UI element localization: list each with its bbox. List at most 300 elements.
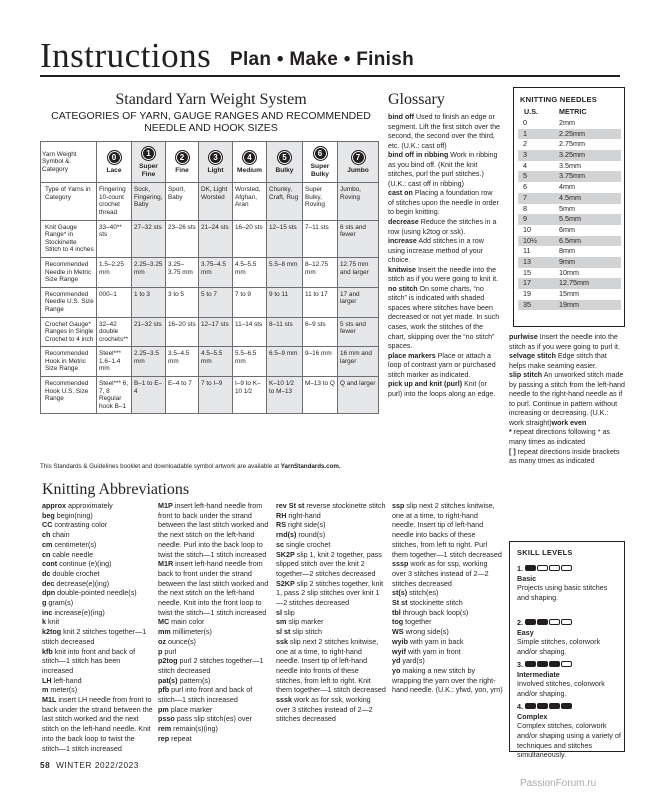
- skill-bar-segment: [561, 565, 572, 571]
- yarn-weight-name: Light: [207, 166, 224, 174]
- yarn-table-cell: 7 to I–9: [199, 377, 233, 414]
- skill-level-bars-icon: [525, 618, 573, 628]
- abbreviation-term: pat(s): [158, 675, 178, 685]
- abbreviation-entry: [276, 695, 386, 724]
- abbreviation-definition: double-pointed needle(s): [55, 588, 137, 598]
- needle-row: [518, 161, 621, 172]
- glossary-definition: An unworked stitch made by passing a stitch from the left-hand needle to the right-hand needle as if to purl. Continue in pattern without increasing or decreasing. (U.K.: work straight): [509, 371, 625, 427]
- yarn-table-cell: 5 to 7: [199, 287, 233, 317]
- yarn-weight-6-icon: 6: [313, 146, 328, 161]
- yarn-table-cell: 16–20 sts: [166, 317, 199, 347]
- yarn-weight-cell: [199, 142, 233, 183]
- abbreviation-entry: [158, 501, 270, 559]
- yarn-row-label: Crochet Gauge* Ranges in Single Crochet to 4 inch: [41, 317, 97, 347]
- glossary-entry: [388, 266, 500, 285]
- yarn-weight-name: Bulky: [275, 166, 294, 174]
- needle-us-size: 17: [523, 278, 531, 288]
- glossary-entry: [388, 352, 500, 381]
- glossary-term: no stitch: [388, 284, 418, 293]
- skill-level-number: 2.: [517, 618, 523, 627]
- yarn-table-cell: 12–17 sts: [199, 317, 233, 347]
- yarn-section-title: Standard Yarn Weight System: [115, 91, 307, 108]
- yarn-table-cell: 6 sts and fewer: [338, 220, 379, 257]
- skill-bar-segment: [549, 565, 560, 571]
- skill-bar-segment: [537, 661, 548, 667]
- skill-level-bars-icon: [525, 564, 573, 574]
- abbreviation-definition: round(s): [296, 530, 326, 540]
- skill-level-name: Easy: [517, 627, 534, 637]
- glossary-definition: Work in ribbing as you bind off. (Knit the knit stitches, purl the purl stitches.) (U.K.: cast off in ribbing): [388, 151, 498, 188]
- skill-level-header: [517, 618, 621, 628]
- yarn-weight-4-icon: 4: [242, 150, 257, 165]
- yarn-table-cell: 4.5–5.5 mm: [199, 347, 233, 377]
- yarn-table-cell: 12–15 sts: [267, 220, 303, 257]
- needle-row: [518, 236, 621, 247]
- abbreviation-entry: [158, 559, 270, 617]
- abbreviation-term: tog: [392, 617, 404, 627]
- abbreviation-term: approx: [42, 501, 66, 510]
- skill-level-number: 3.: [517, 660, 523, 669]
- needle-metric-size: 12.75mm: [559, 278, 589, 288]
- yarn-table-cell: Worsted, Afghan, Aran: [233, 183, 267, 220]
- abbreviation-entry: [42, 540, 153, 550]
- abbreviation-definition: single crochet: [284, 539, 331, 549]
- glossary-column-1: [388, 113, 500, 399]
- glossary-term: *: [509, 428, 512, 437]
- abbreviation-definition: pass slip stitch(es) over: [174, 714, 252, 724]
- yarn-table-cell: Jumbo, Roving: [338, 183, 379, 220]
- abbreviation-term: St st: [392, 598, 408, 608]
- glossary-definition: Edge stitch that helps make seaming easier.: [509, 352, 607, 370]
- abbreviation-term: yd: [392, 656, 401, 666]
- yarn-table-cell: Super Bulky, Roving: [303, 183, 338, 220]
- yarn-table-cell: 16 mm and larger: [338, 347, 379, 377]
- glossary-entry: [388, 218, 500, 237]
- abbreviations-column-1: [42, 501, 153, 753]
- abbreviation-definition: pattern(s): [177, 675, 211, 685]
- abbreviation-definition: centimeter(s): [52, 539, 97, 549]
- glossary-definition: repeat directions following * as many times as indicated: [509, 428, 610, 447]
- yarn-table-cell: 16–20 sts: [233, 220, 267, 257]
- abbreviation-term: mm: [158, 627, 171, 637]
- abbreviation-term: sl st: [276, 627, 291, 637]
- needle-us-size: 10½: [523, 235, 537, 245]
- needle-row: [518, 204, 621, 215]
- yarn-table-cell: 3.75–4.5 mm: [199, 257, 233, 287]
- abbreviation-term: sc: [276, 539, 284, 549]
- abbreviation-term: sm: [276, 617, 287, 627]
- yarn-table-cell: 2.25–3.25 mm: [132, 257, 166, 287]
- abbreviation-term: ssp: [392, 501, 405, 510]
- glossary-definition: Used to finish an edge or segment. Lift the first stitch over the second, the second over the third, etc. (U.K.: cast off): [388, 113, 500, 150]
- abbreviation-definition: right-hand: [286, 510, 321, 520]
- yarn-table-cell: Steel*** 1.6–1.4 mm: [97, 347, 132, 377]
- skill-level-number: 4.: [517, 702, 523, 711]
- abbreviation-entry: [392, 608, 503, 618]
- skill-level-description: Involved stitches, colorwork and/or shaping.: [517, 679, 605, 699]
- skill-bar-segment: [561, 703, 572, 709]
- abbreviation-definition: meter(s): [48, 685, 78, 695]
- yarn-table-cell: 12.75 mm and larger: [338, 257, 379, 287]
- yarn-weight-5-icon: 5: [277, 150, 292, 165]
- needle-row: [518, 139, 621, 150]
- yarn-weight-name: Medium: [237, 166, 262, 174]
- abbreviation-term: pfb: [158, 685, 170, 695]
- yarn-table-row: [41, 347, 379, 377]
- yarn-table-cell: E–4 to 7: [166, 377, 199, 414]
- page-title: Instructions: [40, 36, 212, 75]
- yarn-weight-cell: [267, 142, 303, 183]
- glossary-term: cast on: [388, 189, 413, 198]
- needle-us-size: 3: [523, 150, 527, 160]
- yarn-table-cell: 7 to 9: [233, 287, 267, 317]
- abbreviation-entry: [158, 676, 270, 686]
- needle-row: [518, 268, 621, 279]
- skill-level-bars-icon: [525, 660, 573, 670]
- yarn-table-cell: 11 to 17: [303, 287, 338, 317]
- needle-row: [518, 129, 621, 140]
- abbreviation-entry: [158, 637, 270, 647]
- skill-levels-box: [509, 541, 625, 760]
- glossary-entry: [388, 285, 500, 352]
- abbreviation-definition: yard(s): [400, 656, 425, 666]
- abbreviation-term: sssp: [392, 559, 409, 569]
- abbreviation-entry: [158, 656, 270, 675]
- abbreviation-entry: [276, 637, 386, 695]
- abbreviation-term: CC: [42, 520, 53, 530]
- abbreviation-definition: cable needle: [50, 549, 94, 559]
- glossary-definition: Place or attach a loop of contrast yarn or purchased stitch marker as indicated.: [388, 351, 496, 379]
- needle-metric-size: 2mm: [559, 118, 575, 127]
- needle-metric-size: 3.75mm: [559, 171, 585, 181]
- abbreviation-definition: left-hand: [51, 675, 82, 685]
- yarn-weight-name: Super Fine: [139, 163, 158, 178]
- glossary-definition: Add stitches in a row using increase method of your choice.: [388, 237, 484, 265]
- page-number: 58: [40, 761, 51, 770]
- skill-level-name: Basic: [517, 573, 537, 583]
- yarn-weight-name: Fine: [175, 166, 189, 174]
- abbreviation-entry: [42, 530, 153, 540]
- abbreviation-term: M1P: [158, 501, 173, 510]
- abbreviation-entry: [392, 617, 503, 627]
- yarn-weight-cell: [132, 142, 166, 183]
- abbreviation-entry: [42, 520, 153, 530]
- skill-level-number: 1.: [517, 564, 523, 573]
- yarn-weight-0-icon: 0: [107, 150, 122, 165]
- abbreviation-definition: slip: [282, 607, 295, 617]
- abbreviation-entry: [392, 666, 503, 695]
- yarn-table-row: [41, 287, 379, 317]
- needles-title: KNITTING NEEDLES: [520, 95, 598, 104]
- abbreviation-term: WS: [392, 627, 404, 637]
- yarn-table-cell: K–10 1⁄2 to M–13: [267, 377, 303, 414]
- abbreviation-term: S2KP: [276, 578, 295, 588]
- yarn-table-cell: 27–32 sts: [132, 220, 166, 257]
- yarn-row-label: Recommended Needle in Metric Size Range: [41, 257, 97, 287]
- abbreviation-definition: insert left-hand needle from front to back under the strand between the last stitch worked and the next stitch on the left-hand needle. Purl into the back loop to twist the stitch—1 stitch increased: [158, 501, 269, 559]
- skill-level: [517, 660, 621, 699]
- needle-us-size: 7: [523, 192, 527, 202]
- abbreviation-term: sl: [276, 607, 282, 617]
- glossary-term: purlwise: [509, 333, 538, 341]
- abbreviation-entry: [42, 550, 153, 560]
- abbreviation-entry: [276, 627, 386, 637]
- yarn-table-cell: 11–14 sts: [233, 317, 267, 347]
- skill-level-description: Complex stitches, colorwork and/or shaping using a variety of techniques and stitches simultaneously.: [517, 721, 621, 760]
- glossary-entry: [388, 189, 500, 218]
- needle-us-size: 8: [523, 203, 527, 213]
- abbreviation-term: rnd(s): [276, 530, 297, 540]
- abbreviation-term: cn: [42, 549, 51, 559]
- yarn-weight-cell: [233, 142, 267, 183]
- abbreviation-definition: with yarn in back: [407, 636, 464, 646]
- needle-metric-size: 2.25mm: [559, 128, 585, 138]
- yarn-table-cell: 33–40** sts: [97, 220, 132, 257]
- needle-us-size: 13: [523, 256, 531, 266]
- abbreviation-entry: [392, 559, 503, 588]
- abbreviation-definition: with yarn in front: [405, 646, 461, 656]
- abbreviation-entry: [276, 511, 386, 521]
- abbreviation-term: wyif: [392, 646, 406, 656]
- abbreviation-term: g: [42, 598, 47, 608]
- abbreviation-entry: [42, 579, 153, 589]
- yarn-table-row: [41, 317, 379, 347]
- skill-level-header: [517, 660, 621, 670]
- abbreviation-entry: [158, 685, 270, 704]
- abbreviation-entry: [158, 627, 270, 637]
- yarn-table-row: [41, 377, 379, 414]
- skill-level: [517, 618, 621, 657]
- yarn-weight-name: Jumbo: [347, 166, 369, 174]
- needle-row: [518, 193, 621, 204]
- abbreviation-term: ssk: [276, 636, 288, 646]
- yarn-weight-cell: [166, 142, 199, 183]
- abbreviation-term: dec: [42, 578, 55, 588]
- yarn-table-cell: Q and larger: [338, 377, 379, 414]
- needle-metric-size: 3.25mm: [559, 150, 585, 160]
- abbreviation-definition: wrong side(s): [403, 627, 449, 637]
- glossary-definition: Reduce the stitches in a row (using k2tog or ssk).: [388, 218, 497, 236]
- needle-metric-size: 15mm: [559, 289, 579, 298]
- abbreviation-definition: purl into front and back of stitch—1 stitch increased: [158, 685, 253, 705]
- needles-col-metric: METRIC: [559, 107, 587, 116]
- abbreviation-term: SK2P: [276, 549, 295, 559]
- yarn-table-cell: 6.5–9 mm: [267, 347, 303, 377]
- glossary-entry: [388, 237, 500, 266]
- needle-row: [518, 225, 621, 236]
- abbreviation-entry: [158, 705, 270, 715]
- abbreviation-entry: [42, 559, 153, 569]
- abbreviation-term: LH: [42, 675, 52, 685]
- abbreviation-definition: millimeter(s): [170, 627, 212, 637]
- needle-metric-size: 9mm: [559, 256, 575, 266]
- abbreviation-definition: purl: [162, 646, 177, 656]
- needles-col-us: U.S.: [524, 107, 538, 116]
- yarn-row-label: Recommended Hook in Metric Size Range: [41, 347, 97, 377]
- needle-us-size: 5: [523, 171, 527, 181]
- skill-level-name: Intermediate: [517, 669, 560, 679]
- needle-metric-size: 19mm: [559, 299, 579, 309]
- glossary-definition: repeat directions inside brackets as many times as indicated: [509, 447, 620, 466]
- header-rule: [40, 75, 620, 77]
- glossary-term: pick up and knit (purl): [388, 380, 463, 389]
- glossary-entry: [388, 113, 500, 151]
- abbreviation-definition: place marker: [168, 704, 213, 714]
- abbreviation-term: M1R: [158, 559, 174, 569]
- abbreviation-definition: slip next 2 stitches knitwise, one at a time, to right-hand needle. Insert tip of left-hand needle into fronts of these stitches, from left to right. Knit them together—1 stitch decreased: [276, 636, 386, 695]
- abbreviation-entry: [42, 511, 153, 521]
- abbreviation-term: k2tog: [42, 627, 62, 637]
- yarn-weight-7-icon: 7: [351, 150, 366, 165]
- skill-level-name: Complex: [517, 711, 548, 721]
- skill-bar-segment: [537, 565, 548, 571]
- abbreviation-definition: slip 2 stitches together, knit 1, pass 2 slip stitches over knit 1—2 stitches decreased: [276, 578, 384, 608]
- abbreviation-term: MC: [158, 617, 170, 627]
- abbreviation-term: wyib: [392, 636, 408, 646]
- abbreviation-term: M1L: [42, 695, 57, 705]
- glossary-column-2: [509, 333, 625, 467]
- yarn-header-label: Yarn Weight Symbol & Category: [41, 142, 97, 183]
- abbreviation-definition: knit into front and back of stitch—1 stitch has been increased: [42, 646, 136, 675]
- glossary-term: increase: [388, 237, 417, 246]
- abbreviation-term: rem: [158, 724, 172, 734]
- yarn-table-cell: 4.5–5.5 mm: [233, 257, 267, 287]
- glossary-definition: Placing a foundation row of stitches upon the needle in order to begin knitting.: [388, 189, 499, 217]
- abbreviation-entry: [276, 550, 386, 579]
- abbreviations-title: Knitting Abbreviations: [42, 481, 190, 498]
- glossary-definition: Insert the needle into the stitch as if you were going to knit it.: [388, 265, 499, 284]
- yarn-row-label: Knit Gauge Range* in Stockinette Stitch to 4 inches: [41, 220, 97, 257]
- yarn-table-cell: 2.25–3.5 mm: [132, 347, 166, 377]
- needle-us-size: 2: [523, 139, 527, 149]
- needle-metric-size: 4mm: [559, 182, 575, 192]
- yarn-table-cell: Steel*** 6, 7, 8 Regular hook B–1: [97, 377, 132, 414]
- yarn-weight-3-icon: 3: [208, 150, 223, 165]
- yarn-table-cell: 9–16 mm: [303, 347, 338, 377]
- yarn-table-row: [41, 257, 379, 287]
- issue-label: WINTER 2022/2023: [56, 761, 139, 770]
- needle-metric-size: 5.5mm: [559, 214, 581, 224]
- yarn-weight-cell: [303, 142, 338, 183]
- yarn-header-row: [41, 142, 379, 183]
- yarn-table-cell: 3 to 5: [166, 287, 199, 317]
- needle-us-size: 15: [523, 267, 531, 277]
- abbreviation-definition: gram(s): [46, 598, 74, 608]
- page-subtitle: Plan • Make • Finish: [230, 49, 415, 70]
- abbreviation-term: tbl: [392, 607, 401, 617]
- abbreviation-entry: [158, 647, 270, 657]
- footnote-site-link[interactable]: YarnStandards.com.: [280, 463, 341, 470]
- abbreviation-definition: decrease(e)(ing): [54, 578, 110, 588]
- skill-bar-segment: [537, 703, 548, 709]
- yarn-table-cell: 5.5–8 mm: [267, 257, 303, 287]
- yarn-weight-name: Lace: [106, 166, 122, 174]
- abbreviation-entry: [42, 695, 153, 753]
- skill-level-description: Projects using basic stitches and shaping.: [517, 583, 608, 603]
- glossary-term: selvage stitch: [509, 352, 556, 361]
- yarn-table-cell: 21–32 sts: [132, 317, 166, 347]
- abbreviation-term: st(s): [392, 588, 408, 598]
- abbreviations-column-4: [392, 501, 503, 695]
- needle-row: [518, 289, 621, 300]
- abbreviation-definition: together: [403, 617, 432, 627]
- glossary-definition: Knit (or purl) into the loops along an edge.: [388, 380, 496, 398]
- yarn-table-row: [41, 183, 379, 220]
- abbreviations-column-2: [158, 501, 270, 744]
- abbreviation-entry: [42, 647, 153, 676]
- abbreviation-term: yo: [392, 665, 401, 675]
- abbreviation-definition: repeat: [169, 733, 192, 743]
- glossary-entry: [509, 448, 625, 467]
- abbreviation-entry: [392, 501, 503, 559]
- skill-bar-segment: [549, 661, 560, 667]
- abbreviation-entry: [276, 540, 386, 550]
- yarn-table-cell: 5.5–6.5 mm: [233, 347, 267, 377]
- glossary-title: Glossary: [388, 91, 445, 108]
- abbreviation-term: dpn: [42, 588, 56, 598]
- needles-rows: [518, 118, 621, 310]
- yarn-table-cell: 21–24 sts: [199, 220, 233, 257]
- yarn-table-cell: 9 to 11: [267, 287, 303, 317]
- skill-bar-segment: [549, 619, 560, 625]
- yarn-weight-name: Super Bulky: [310, 163, 330, 178]
- needle-us-size: 1: [523, 128, 527, 138]
- abbreviation-definition: stockinette stitch: [407, 598, 463, 608]
- abbreviation-definition: work as for ssp, working over 3 stitches instead of 2—2 stitches decreased: [392, 559, 489, 588]
- abbreviation-term: kfb: [42, 646, 53, 656]
- skill-level-bars-icon: [525, 702, 573, 712]
- footnote-text: This Standards & Guidelines booklet and downloadable symbol artwork are available at: [40, 463, 281, 470]
- needle-us-size: 0: [523, 118, 527, 127]
- needle-metric-size: 5mm: [559, 203, 575, 213]
- yarn-table-cell: 1 to 3: [132, 287, 166, 317]
- abbreviation-term: sssk: [276, 695, 292, 705]
- abbreviation-term: dc: [42, 568, 51, 578]
- yarn-table-cell: 17 and larger: [338, 287, 379, 317]
- glossary-term: [ ]: [509, 447, 516, 456]
- abbreviation-definition: insert LH needle from front to back under the strand between the last stitch worked and the next stitch on the left-hand needle. Knit into the back loop to twist the stitch—1 stitch increased: [42, 695, 153, 753]
- yarn-table-cell: B–1 to E–4: [132, 377, 166, 414]
- abbreviation-entry: [392, 598, 503, 608]
- abbreviation-term: m: [42, 685, 49, 695]
- glossary-term: place markers: [388, 351, 436, 360]
- abbreviation-term: cm: [42, 539, 53, 549]
- abbreviation-definition: purl 2 stitches together—1 stitch decreased: [158, 656, 264, 675]
- glossary-entry: [509, 352, 625, 371]
- needle-row: [518, 171, 621, 182]
- abbreviation-entry: [42, 627, 153, 646]
- yarn-weight-2-icon: 2: [175, 150, 190, 165]
- yarn-weight-1-icon: 1: [141, 146, 156, 161]
- abbreviation-entry: [276, 617, 386, 627]
- glossary-entry: [388, 151, 500, 189]
- yarn-table-cell: 3.5–4.5 mm: [166, 347, 199, 377]
- yarn-table-cell: 32–42 double crochets**: [97, 317, 132, 347]
- abbreviation-definition: right side(s): [286, 520, 326, 530]
- needle-us-size: 9: [523, 214, 527, 224]
- yarn-weight-table: [40, 141, 379, 414]
- abbreviation-definition: making a new stitch by wrapping the yarn over the right-hand needle. (U.K.: yfwd, yon, yrn): [392, 665, 503, 695]
- abbreviation-term: rep: [158, 733, 170, 743]
- abbreviation-definition: reverse stockinette stitch: [304, 501, 386, 510]
- yarn-row-label: Recommended Hook U.S. Size Range: [41, 377, 97, 414]
- yarn-table-cell: 8–12.75 mm: [303, 257, 338, 287]
- glossary-term: decrease: [388, 218, 419, 227]
- yarn-weight-cell: [97, 142, 132, 183]
- glossary-term: bind off in ribbing: [388, 151, 449, 160]
- abbreviation-entry: [392, 588, 503, 598]
- abbreviation-definition: work as for ssk, working over 3 stitches instead of 2—2 stitches decreased: [276, 695, 373, 724]
